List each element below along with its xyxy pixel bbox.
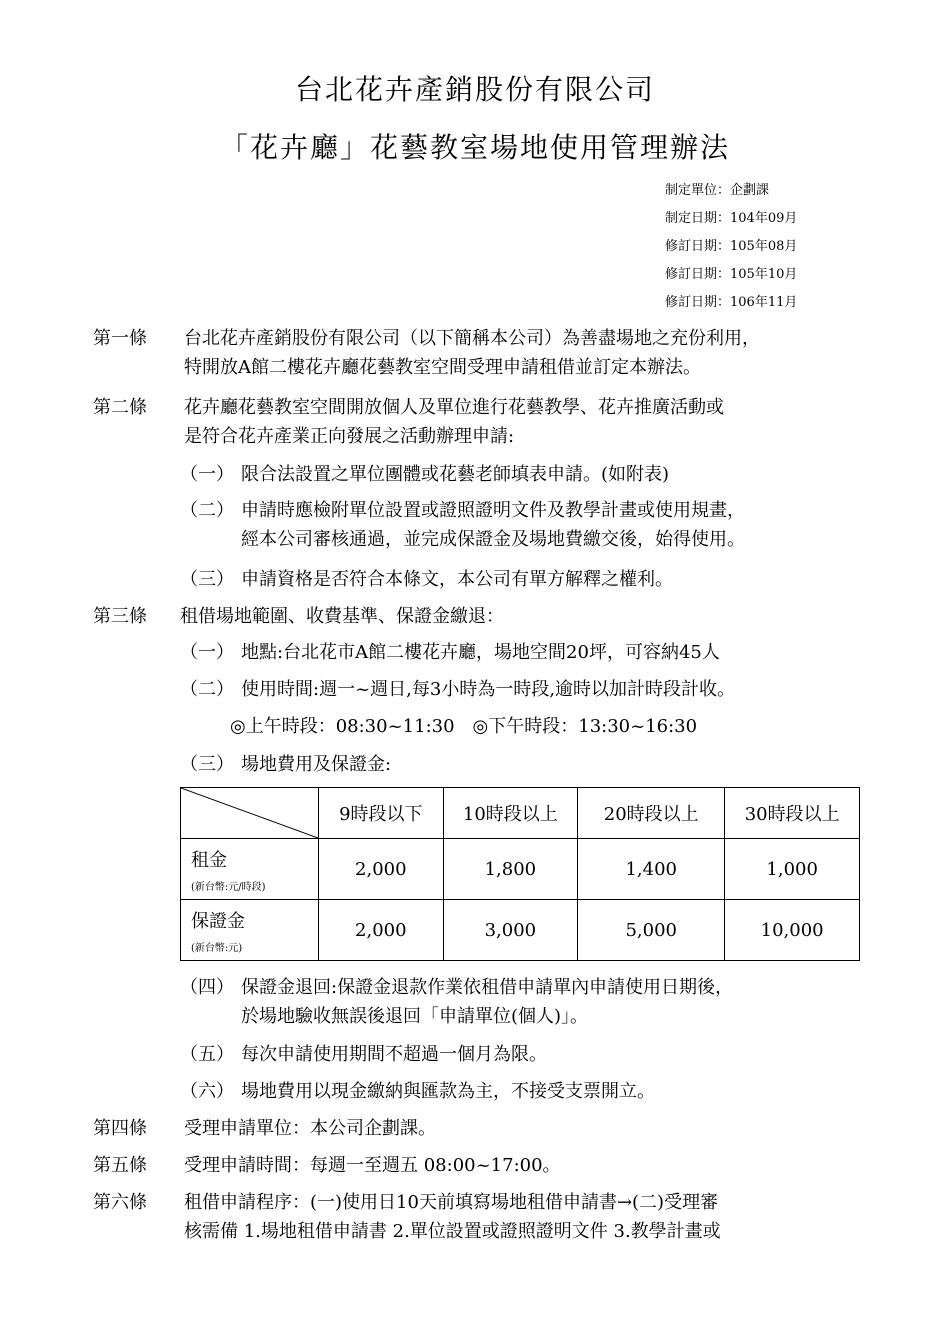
article-4-label: 第四條 xyxy=(93,1118,147,1139)
article-3-item-5-text: 每次申請使用期間不超過一個月為限。 xyxy=(241,1044,547,1065)
row-unit: (新台幣:元) xyxy=(191,942,243,954)
diagonal-line xyxy=(181,788,318,838)
meta-established-date: 制定日期：104年09月 xyxy=(665,211,798,226)
article-6-label: 第六條 xyxy=(93,1192,147,1213)
article-3-item-1-number: （一） xyxy=(180,642,234,663)
article-2-item-1-number: （一） xyxy=(180,464,234,485)
fee-table-cell: 1,800 xyxy=(443,839,577,900)
article-6-line-2: 核需備 1.場地租借申請書 2.單位設置或證照證明文件 3.教學計畫或 xyxy=(184,1221,721,1242)
fee-table-cell: 1,000 xyxy=(725,839,860,900)
fee-table-header-row xyxy=(181,788,860,839)
row-label: 保證金 xyxy=(191,910,245,932)
article-5-text: 受理申請時間：每週一至週五 08:00~17:00。 xyxy=(184,1155,561,1176)
meta-revision-date-3: 修訂日期：106年11月 xyxy=(665,295,798,310)
article-1-line-1: 台北花卉產銷股份有限公司（以下簡稱本公司）為善盡場地之充份利用， xyxy=(184,328,760,349)
article-2-item-2-line-1: 申請時應檢附單位設置或證照證明文件及教學計畫或使用規畫， xyxy=(241,500,745,521)
fee-table-cell: 1,400 xyxy=(578,839,725,900)
article-3-line-1: 租借場地範圍、收費基準、保證金繳退： xyxy=(180,606,504,627)
fee-table-row-rent xyxy=(181,839,860,900)
article-3-item-6-number: （六） xyxy=(180,1081,234,1102)
fee-table-column-header: 20時段以上 xyxy=(578,788,725,839)
article-3-item-1-text: 地點:台北花市A館二樓花卉廳，場地空間20坪，可容納45人 xyxy=(241,642,720,663)
fee-table-cell: 2,000 xyxy=(319,900,444,961)
article-5-label: 第五條 xyxy=(93,1155,147,1176)
article-3-item-2-line-2: ◎上午時段：08:30~11:30 ◎下午時段：13:30~16:30 xyxy=(230,716,698,737)
article-2-item-3-number: （三） xyxy=(180,569,234,590)
document-title: 「花卉廳」花藝教室場地使用管理辦法 xyxy=(219,131,730,164)
article-3-item-4-line-1: 保證金退回:保證金退款作業依租借申請單內申請使用日期後， xyxy=(241,977,734,998)
fee-table-row-deposit xyxy=(181,900,860,961)
fee-table-cell: 10,000 xyxy=(725,900,860,961)
meta-revision-date-1: 修訂日期：105年08月 xyxy=(665,239,798,254)
article-3-item-4-number: （四） xyxy=(180,977,234,998)
article-6-line-1: 租借申請程序：(一)使用日10天前填寫場地租借申請書→(二)受理審 xyxy=(184,1192,719,1213)
article-3-label: 第三條 xyxy=(93,606,147,627)
article-2-item-3-text: 申請資格是否符合本條文，本公司有單方解釋之權利。 xyxy=(241,569,673,590)
fee-table-row-header xyxy=(181,900,319,961)
meta-department: 制定單位：企劃課 xyxy=(665,183,770,198)
fee-table-cell: 5,000 xyxy=(578,900,725,961)
article-4-text: 受理申請單位：本公司企劃課。 xyxy=(184,1118,436,1139)
row-label: 租金 xyxy=(191,849,227,871)
article-1-label: 第一條 xyxy=(93,328,147,349)
article-3-item-5-number: （五） xyxy=(180,1044,234,1065)
article-3-item-3-number: （三） xyxy=(180,754,234,775)
fee-table-column-header: 10時段以上 xyxy=(443,788,577,839)
fee-table-column-header: 30時段以上 xyxy=(725,788,860,839)
company-title: 台北花卉產銷股份有限公司 xyxy=(294,73,655,106)
article-3-item-2-line-1: 使用時間:週一~週日,每3小時為一時段,逾時以加計時段計收。 xyxy=(241,679,736,700)
fee-table-column-header: 9時段以下 xyxy=(319,788,444,839)
row-unit: (新台幣:元/時段) xyxy=(191,881,266,893)
article-2-item-2-number: （二） xyxy=(180,500,234,521)
article-2-item-2-line-2: 經本公司審核通過，並完成保證金及場地費繳交後，始得使用。 xyxy=(241,529,745,550)
article-3-item-3-text: 場地費用及保證金: xyxy=(241,754,392,775)
fee-table-cell: 3,000 xyxy=(443,900,577,961)
article-3-item-4-line-2: 於場地驗收無誤後退回「申請單位(個人)」。 xyxy=(241,1006,589,1027)
article-2-line-2: 是符合花卉產業正向發展之活動辦理申請: xyxy=(184,426,515,447)
meta-revision-date-2: 修訂日期：105年10月 xyxy=(665,267,798,282)
fee-table-corner-cell xyxy=(181,788,319,839)
article-2-line-1: 花卉廳花藝教室空間開放個人及單位進行花藝教學、花卉推廣活動或 xyxy=(184,397,724,418)
article-2-label: 第二條 xyxy=(93,397,147,418)
article-1-line-2: 特開放A館二樓花卉廳花藝教室空間受理申請租借並訂定本辦法。 xyxy=(184,357,701,378)
article-3-item-2-number: （二） xyxy=(180,679,234,700)
fee-table-cell: 2,000 xyxy=(319,839,444,900)
article-3-item-6-text: 場地費用以現金繳納與匯款為主，不接受支票開立。 xyxy=(241,1081,655,1102)
fee-table xyxy=(180,787,860,961)
article-2-item-1-text: 限合法設置之單位團體或花藝老師填表申請。(如附表) xyxy=(241,464,670,485)
fee-table-row-header xyxy=(181,839,319,900)
